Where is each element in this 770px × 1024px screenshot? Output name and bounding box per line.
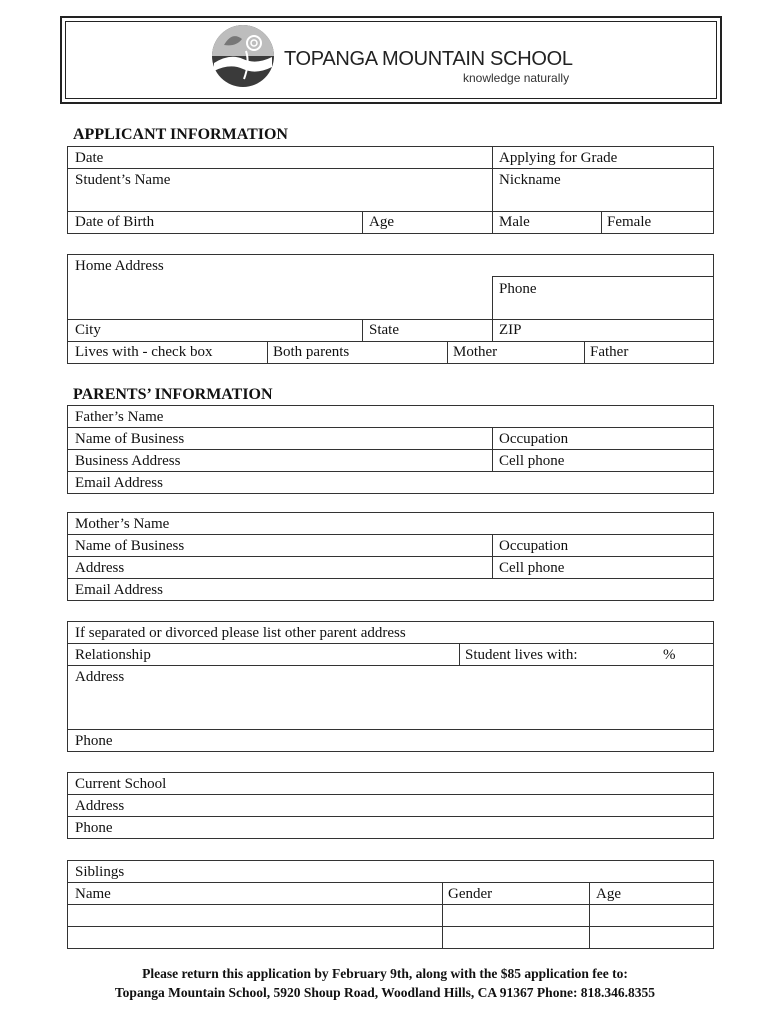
sibling-1-name-cell[interactable] (68, 905, 441, 926)
column-divider (492, 427, 493, 471)
siblings-title: Siblings (75, 864, 125, 880)
field-female[interactable]: Female (607, 214, 652, 230)
field-father-name[interactable]: Father’s Name (75, 409, 164, 425)
sibling-age-header: Age (596, 886, 621, 902)
column-divider (459, 643, 460, 665)
row-divider (492, 276, 714, 277)
field-mother-address[interactable]: Address (75, 560, 125, 576)
field-school-phone[interactable]: Phone (75, 820, 113, 836)
row-divider (68, 341, 713, 342)
school-logo-icon (210, 23, 276, 89)
father-info-box (67, 405, 714, 494)
lives-with-label: Lives with - check box (75, 344, 213, 360)
field-other-address[interactable]: Address (75, 669, 125, 685)
column-divider (601, 211, 602, 233)
row-divider (68, 729, 713, 730)
field-nickname[interactable]: Nickname (499, 172, 561, 188)
checkbox-father[interactable]: Father (590, 344, 629, 360)
field-father-email[interactable]: Email Address (75, 475, 163, 491)
mother-info-box (67, 512, 714, 601)
row-divider (68, 794, 713, 795)
school-tagline: knowledge naturally (463, 71, 570, 85)
applicant-section-title: APPLICANT INFORMATION (73, 126, 288, 143)
row-divider (68, 319, 713, 320)
field-male[interactable]: Male (499, 214, 530, 230)
field-school-address[interactable]: Address (75, 798, 125, 814)
row-divider (68, 211, 713, 212)
field-applying-for-grade[interactable]: Applying for Grade (499, 150, 618, 166)
row-divider (68, 882, 713, 883)
row-divider (68, 643, 713, 644)
row-divider (68, 578, 713, 579)
field-mother-name[interactable]: Mother’s Name (75, 516, 170, 532)
field-other-phone[interactable]: Phone (75, 733, 113, 749)
field-date-of-birth[interactable]: Date of Birth (75, 214, 155, 230)
field-mother-email[interactable]: Email Address (75, 582, 163, 598)
sibling-1-gender-cell[interactable] (443, 905, 588, 926)
row-divider (68, 471, 713, 472)
field-zip[interactable]: ZIP (499, 322, 522, 338)
field-mother-business[interactable]: Name of Business (75, 538, 185, 554)
applicant-info-box (67, 146, 714, 234)
field-mother-cell[interactable]: Cell phone (499, 560, 565, 576)
row-divider (68, 665, 713, 666)
column-divider (492, 534, 493, 578)
field-father-business-address[interactable]: Business Address (75, 453, 181, 469)
field-father-business[interactable]: Name of Business (75, 431, 185, 447)
percent-sign: % (663, 647, 676, 663)
field-relationship[interactable]: Relationship (75, 647, 151, 663)
parents-section-title: PARENTS’ INFORMATION (73, 386, 273, 403)
field-date[interactable]: Date (75, 150, 104, 166)
sibling-2-age-cell[interactable] (590, 927, 713, 948)
sibling-1-age-cell[interactable] (590, 905, 713, 926)
column-divider (584, 341, 585, 363)
field-city[interactable]: City (75, 322, 101, 338)
sibling-2-gender-cell[interactable] (443, 927, 588, 948)
footer-line-2: Topanga Mountain School, 5920 Shoup Road, Woodland Hills, CA 91367 Phone: 818.346.8355 (114, 985, 656, 1000)
other-parent-heading: If separated or divorced please list other parent address (75, 625, 406, 641)
column-divider (447, 341, 448, 363)
current-school-box (67, 772, 714, 839)
school-name: TOPANGA MOUNTAIN SCHOOL (284, 48, 573, 70)
field-age[interactable]: Age (369, 214, 394, 230)
footer-line-1: Please return this application by February 9th, along with the $85 application fee to: (142, 966, 628, 981)
field-student-lives-with[interactable]: Student lives with: (465, 647, 578, 663)
field-student-name[interactable]: Student’s Name (75, 172, 171, 188)
checkbox-mother[interactable]: Mother (453, 344, 498, 360)
field-home-phone[interactable]: Phone (499, 281, 537, 297)
row-divider (68, 449, 713, 450)
column-divider (362, 319, 363, 341)
sibling-name-header: Name (75, 886, 111, 902)
header-banner (60, 16, 722, 104)
row-divider (68, 534, 713, 535)
column-divider (362, 211, 363, 233)
row-divider (68, 427, 713, 428)
field-state[interactable]: State (369, 322, 399, 338)
column-divider (492, 276, 493, 341)
sibling-2-name-cell[interactable] (68, 927, 441, 948)
field-father-cell[interactable]: Cell phone (499, 453, 565, 469)
row-divider (68, 816, 713, 817)
row-divider (68, 168, 713, 169)
sibling-gender-header: Gender (448, 886, 493, 902)
siblings-box (67, 860, 714, 949)
column-divider (267, 341, 268, 363)
field-father-occupation[interactable]: Occupation (499, 431, 569, 447)
field-mother-occupation[interactable]: Occupation (499, 538, 569, 554)
field-home-address[interactable]: Home Address (75, 258, 164, 274)
column-divider (492, 147, 493, 233)
checkbox-both-parents[interactable]: Both parents (273, 344, 350, 360)
home-address-box (67, 254, 714, 364)
field-current-school[interactable]: Current School (75, 776, 167, 792)
other-parent-box (67, 621, 714, 752)
row-divider (68, 556, 713, 557)
